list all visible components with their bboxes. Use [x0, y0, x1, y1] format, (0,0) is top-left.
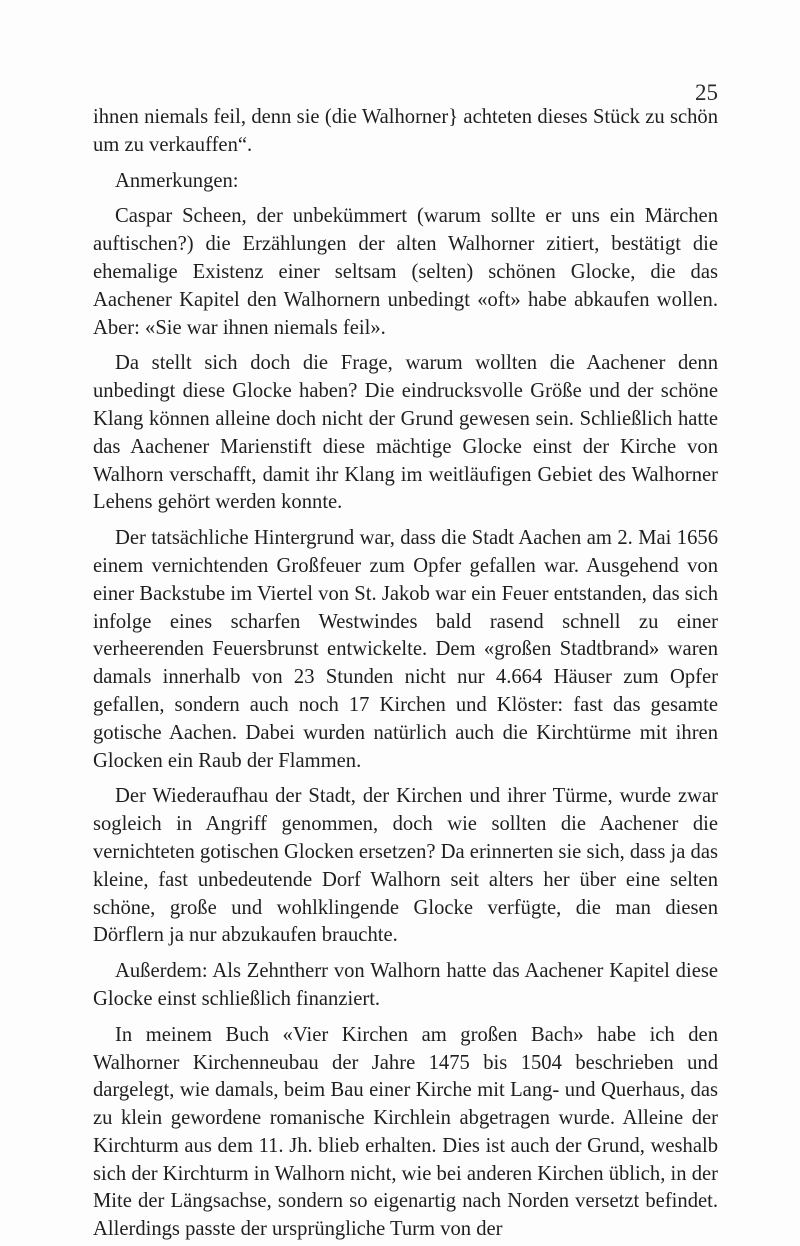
paragraph: Außerdem: Als Zehntherr von Walhorn hatte das Aachener Kapitel diese Glocke einst schließlich finanziert.: [93, 960, 718, 1010]
body-text: [93, 104, 718, 1246]
paragraph: In meinem Buch «Vier Kirchen am großen Bach» habe ich den Walhorner Kirchenneubau der Jahre 1475 bis 1504 beschrieben und dargelegt, wie damals, beim Bau einer Kirche mit Lang- und Querhaus, das zu klein gewordene romanische Kirchlein abgetragen wurde. Alleine der Kirchturm aus dem 11. Jh. blieb erhalten. Dies ist auch der Grund, weshalb sich der Kirchturm in Walhorn nicht, wie bei anderen Kirchen üblich, in der Mite der Längsachse, sondern so eigenartig nach Norden versetzt befindet. Allerdings passte der ursprüngliche Turm von der: [93, 1023, 718, 1241]
page-number: 25: [695, 80, 718, 105]
paragraph: Da stellt sich doch die Frage, warum wollten die Aachener denn unbedingt diese Glocke haben? Die eindrucksvolle Größe und der schöne Klang können alleine doch nicht der Grund gewesen sein. Schließlich hatte das Aachener Marienstift diese mächtige Glocke einst der Kirche von Walhorn verschafft, damit ihr Klang im weitläufigen Gebiet des Walhorner Lehens gehört werden konnte.: [93, 352, 718, 514]
paragraph-heading-anmerkungen: Anmerkungen:: [115, 169, 239, 192]
paragraph-continuation: ihnen niemals feil, denn sie (die Walhorner} achteten dieses Stück zu schön um zu verkauffen“.: [93, 106, 718, 156]
paragraph: Der Wiederaufhau der Stadt, der Kirchen und ihrer Türme, wurde zwar sogleich in Angriff genommen, doch wie sollten die Aachener die vernichteten gotischen Glocken ersetzen? Da erinnerten sie sich, dass ja das kleine, fast unbedeutende Dorf Walhorn seit alters her über eine selten schöne, große und wohlklingende Glocke verfügte, die man diesen Dörflern ja nur abzukaufen brauchte.: [93, 785, 719, 947]
paragraph: Caspar Scheen, der unbekümmert (warum sollte er uns ein Märchen auftischen?) die Erzählungen der alten Walhorner zitiert, bestätigt die ehemalige Existenz einer seltsam (selten) schönen Glocke, die das Aachener Kapitel den Walhornern unbedingt «oft» habe abkaufen wollen. Aber: «Sie war ihnen niemals feil».: [93, 205, 718, 339]
paragraph: Der tatsächliche Hintergrund war, dass die Stadt Aachen am 2. Mai 1656 einem vernichtenden Großfeuer zum Opfer gefallen war. Ausgehend von einer Backstube im Viertel von St. Jakob war ein Feuer entstanden, das sich infolge eines scharfen Westwindes bald rasend schnell zu einer verheerenden Feuersbrunst entwickelte. Dem «großen Stadtbrand» waren damals innerhalb von 23 Stunden nicht nur 4.664 Häuser zum Opfer gefallen, sondern auch noch 17 Kirchen und Klöster: fast das gesamte gotische Aachen. Dabei wurden natürlich auch die Kirchtürme mit ihren Glocken ein Raub der Flammen.: [93, 527, 718, 772]
